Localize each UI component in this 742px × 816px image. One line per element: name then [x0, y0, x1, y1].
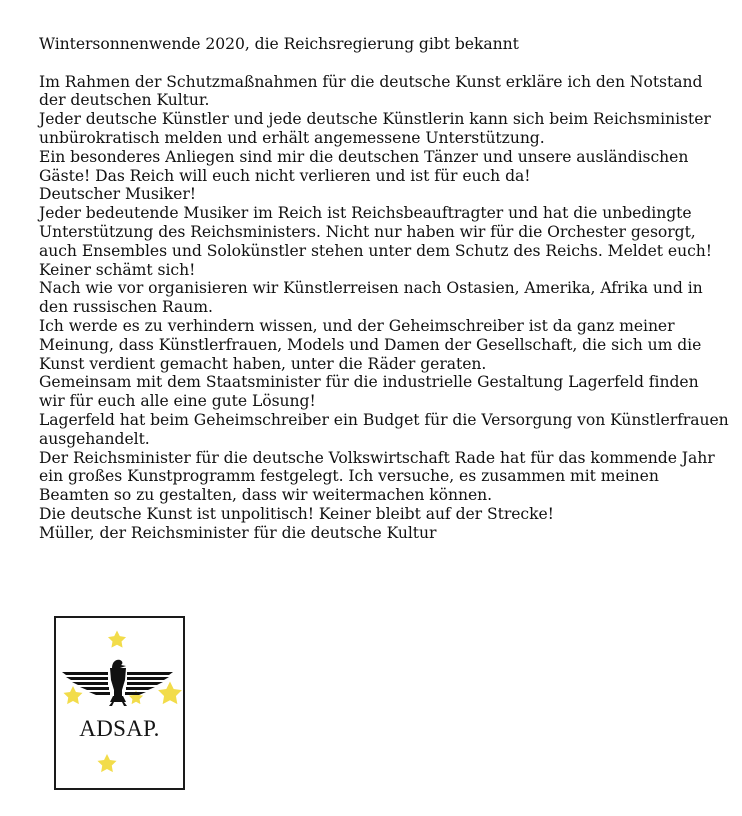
paragraph: Die deutsche Kunst ist unpolitisch! Keiner bleibt auf der Strecke! — [39, 504, 554, 523]
paragraph: Deutscher Musiker! — [39, 185, 196, 204]
star-icon — [108, 631, 126, 648]
paragraph: Gemeinsam mit dem Staatsminister für die industrielle Gestaltung Lagerfeld finden wir für euch alle eine gute Lösung! — [39, 373, 699, 411]
paragraph: Ein besonderes Anliegen sind mir die deutschen Tänzer und unsere ausländischen Gäste! Das Reich will euch nicht verlieren und ist für euch da! — [39, 147, 689, 185]
paragraph: Der Reichsminister für die deutsche Volkswirtschaft Rade hat für das kommende Jahr ein großes Kunstprogramm festgelegt. Ich versuche, es zusammen mit meinen Beamten so zu gestalten, dass wir weitermachen können. — [39, 448, 715, 505]
paragraph: Jeder bedeutende Musiker im Reich ist Reichsbeauftragter und hat die unbedingte Unterstützung des Reichsministers. Nicht nur haben wir für die Orchester gesorgt, auch Ensembles und Solokünstler stehen unter dem Schutz des Reichs. Meldet euch! — [39, 204, 712, 260]
eagle-icon — [62, 660, 173, 706]
paragraph: Ich werde es zu verhindern wissen, und der Geheimschreiber ist da ganz meiner Meinung, dass Künstlerfrauen, Models und Damen der Gesellschaft, die sich um die Kunst verdient gemacht haben, unter die Räder geraten. — [39, 316, 702, 373]
star-icon — [63, 686, 82, 704]
star-icon — [158, 682, 182, 705]
paragraph: Im Rahmen der Schutzmaßnahmen für die deutsche Kunst erkläre ich den Notstand der deutschen Kultur. — [39, 72, 703, 110]
paragraph: Jeder deutsche Künstler und jede deutsche Künstlerin kann sich beim Reichsminister unbürokratisch melden und erhält angemessene Unterstützung. — [39, 110, 711, 147]
star-icon — [97, 754, 116, 772]
paragraph: Keiner schämt sich! — [39, 260, 196, 279]
paragraph: Lagerfeld hat beim Geheimschreiber ein Budget für die Versorgung von Künstlerfrauen ausgehandelt. — [39, 410, 729, 448]
document-heading: Wintersonnenwende 2020, die Reichsregierung gibt bekannt — [39, 35, 519, 53]
emblem-text: ADSAP. — [79, 716, 160, 741]
paragraph: Nach wie vor organisieren wir Künstlerreisen nach Ostasien, Amerika, Afrika und in den russischen Raum. — [39, 279, 703, 317]
adsap-emblem — [54, 616, 185, 790]
signature-line: Müller, der Reichsminister für die deutsche Kultur — [39, 523, 437, 542]
eagle-with-stars-icon — [56, 618, 183, 788]
announcement-document — [39, 35, 729, 543]
